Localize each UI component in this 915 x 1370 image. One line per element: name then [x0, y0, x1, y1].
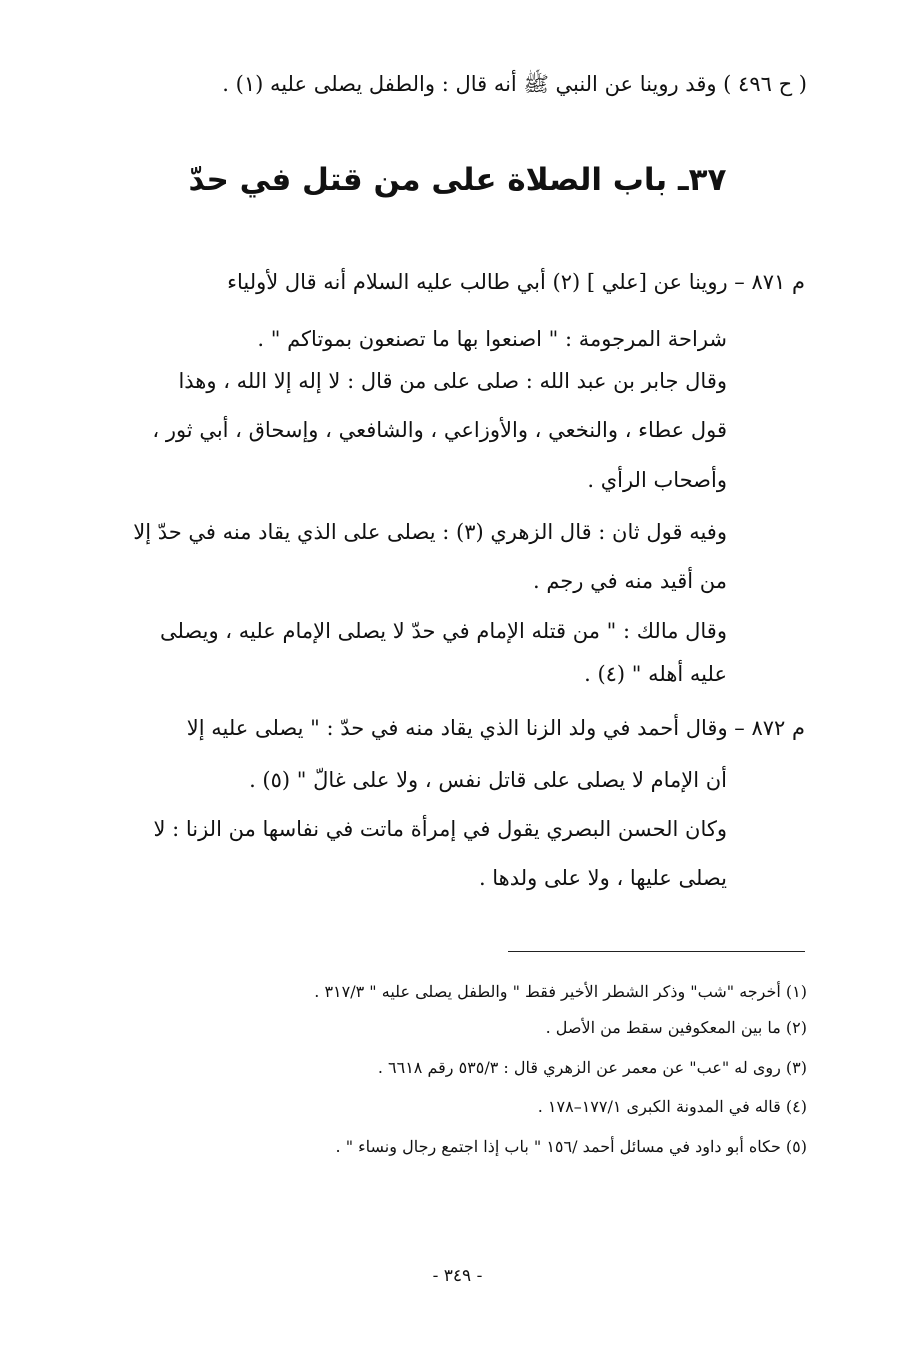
footnote: (٤) قاله في المدونة الكبرى ١٧٧/١–١٧٨ .	[537, 1097, 807, 1116]
text-line: وقال جابر بن عبد الله : صلى على من قال : لا إله إلا الله ، وهذا	[178, 369, 727, 393]
footnote-separator	[508, 951, 805, 952]
top-line: ( ح ٤٩٦ ) وقد روينا عن النبي ﷺ أنه قال : والطفل يصلى عليه (١) .	[222, 72, 807, 96]
text-line: م ٨٧٢ – وقال أحمد في ولد الزنا الذي يقاد منه في حدّ : " يصلى عليه إلا	[186, 716, 805, 740]
chapter-title: ٣٧ـ باب الصلاة على من قتل في حدّ	[188, 162, 727, 198]
text-line: وكان الحسن البصري يقول في إمرأة ماتت في نفاسها من الزنا : لا	[153, 817, 727, 841]
text-line: وأصحاب الرأي .	[587, 468, 727, 492]
page-number: - ٣٤٩ -	[432, 1266, 483, 1286]
text-line: شراحة المرجومة : " اصنعوا بها ما تصنعون بموتاكم " .	[257, 327, 727, 351]
text-line: عليه أهله " (٤) .	[584, 662, 727, 686]
footnote: (٣) روى له "عب" عن معمر عن الزهري قال : ٥٣٥/٣ رقم ٦٦١٨ .	[377, 1058, 807, 1077]
footnote: (١) أخرجه "شب" وذكر الشطر الأخير فقط " والطفل يصلى عليه " ٣١٧/٣ .	[314, 982, 807, 1001]
text-line: وقال مالك : " من قتله الإمام في حدّ لا يصلى الإمام عليه ، ويصلى	[159, 619, 727, 643]
text-line: قول عطاء ، والنخعي ، والأوزاعي ، والشافعي ، وإسحاق ، أبي ثور ،	[152, 418, 727, 442]
text-line: يصلى عليها ، ولا على ولدها .	[478, 866, 727, 890]
text-line: م ٨٧١ – روينا عن [علي ] (٢) أبي طالب عليه السلام أنه قال لأولياء	[227, 270, 805, 294]
footnote: (٥) حكاه أبو داود في مسائل أحمد /١٥٦ " باب إذا اجتمع رجال ونساء " .	[335, 1137, 807, 1156]
text-line: أن الإمام لا يصلى على قاتل نفس ، ولا على غالّ " (٥) .	[249, 768, 727, 792]
text-line: من أقيد منه في رجم .	[532, 569, 727, 593]
text-line: وفيه قول ثان : قال الزهري (٣) : يصلى على الذي يقاد منه في حدّ إلا	[133, 520, 727, 544]
footnote: (٢) ما بين المعكوفين سقط من الأصل .	[545, 1018, 807, 1037]
